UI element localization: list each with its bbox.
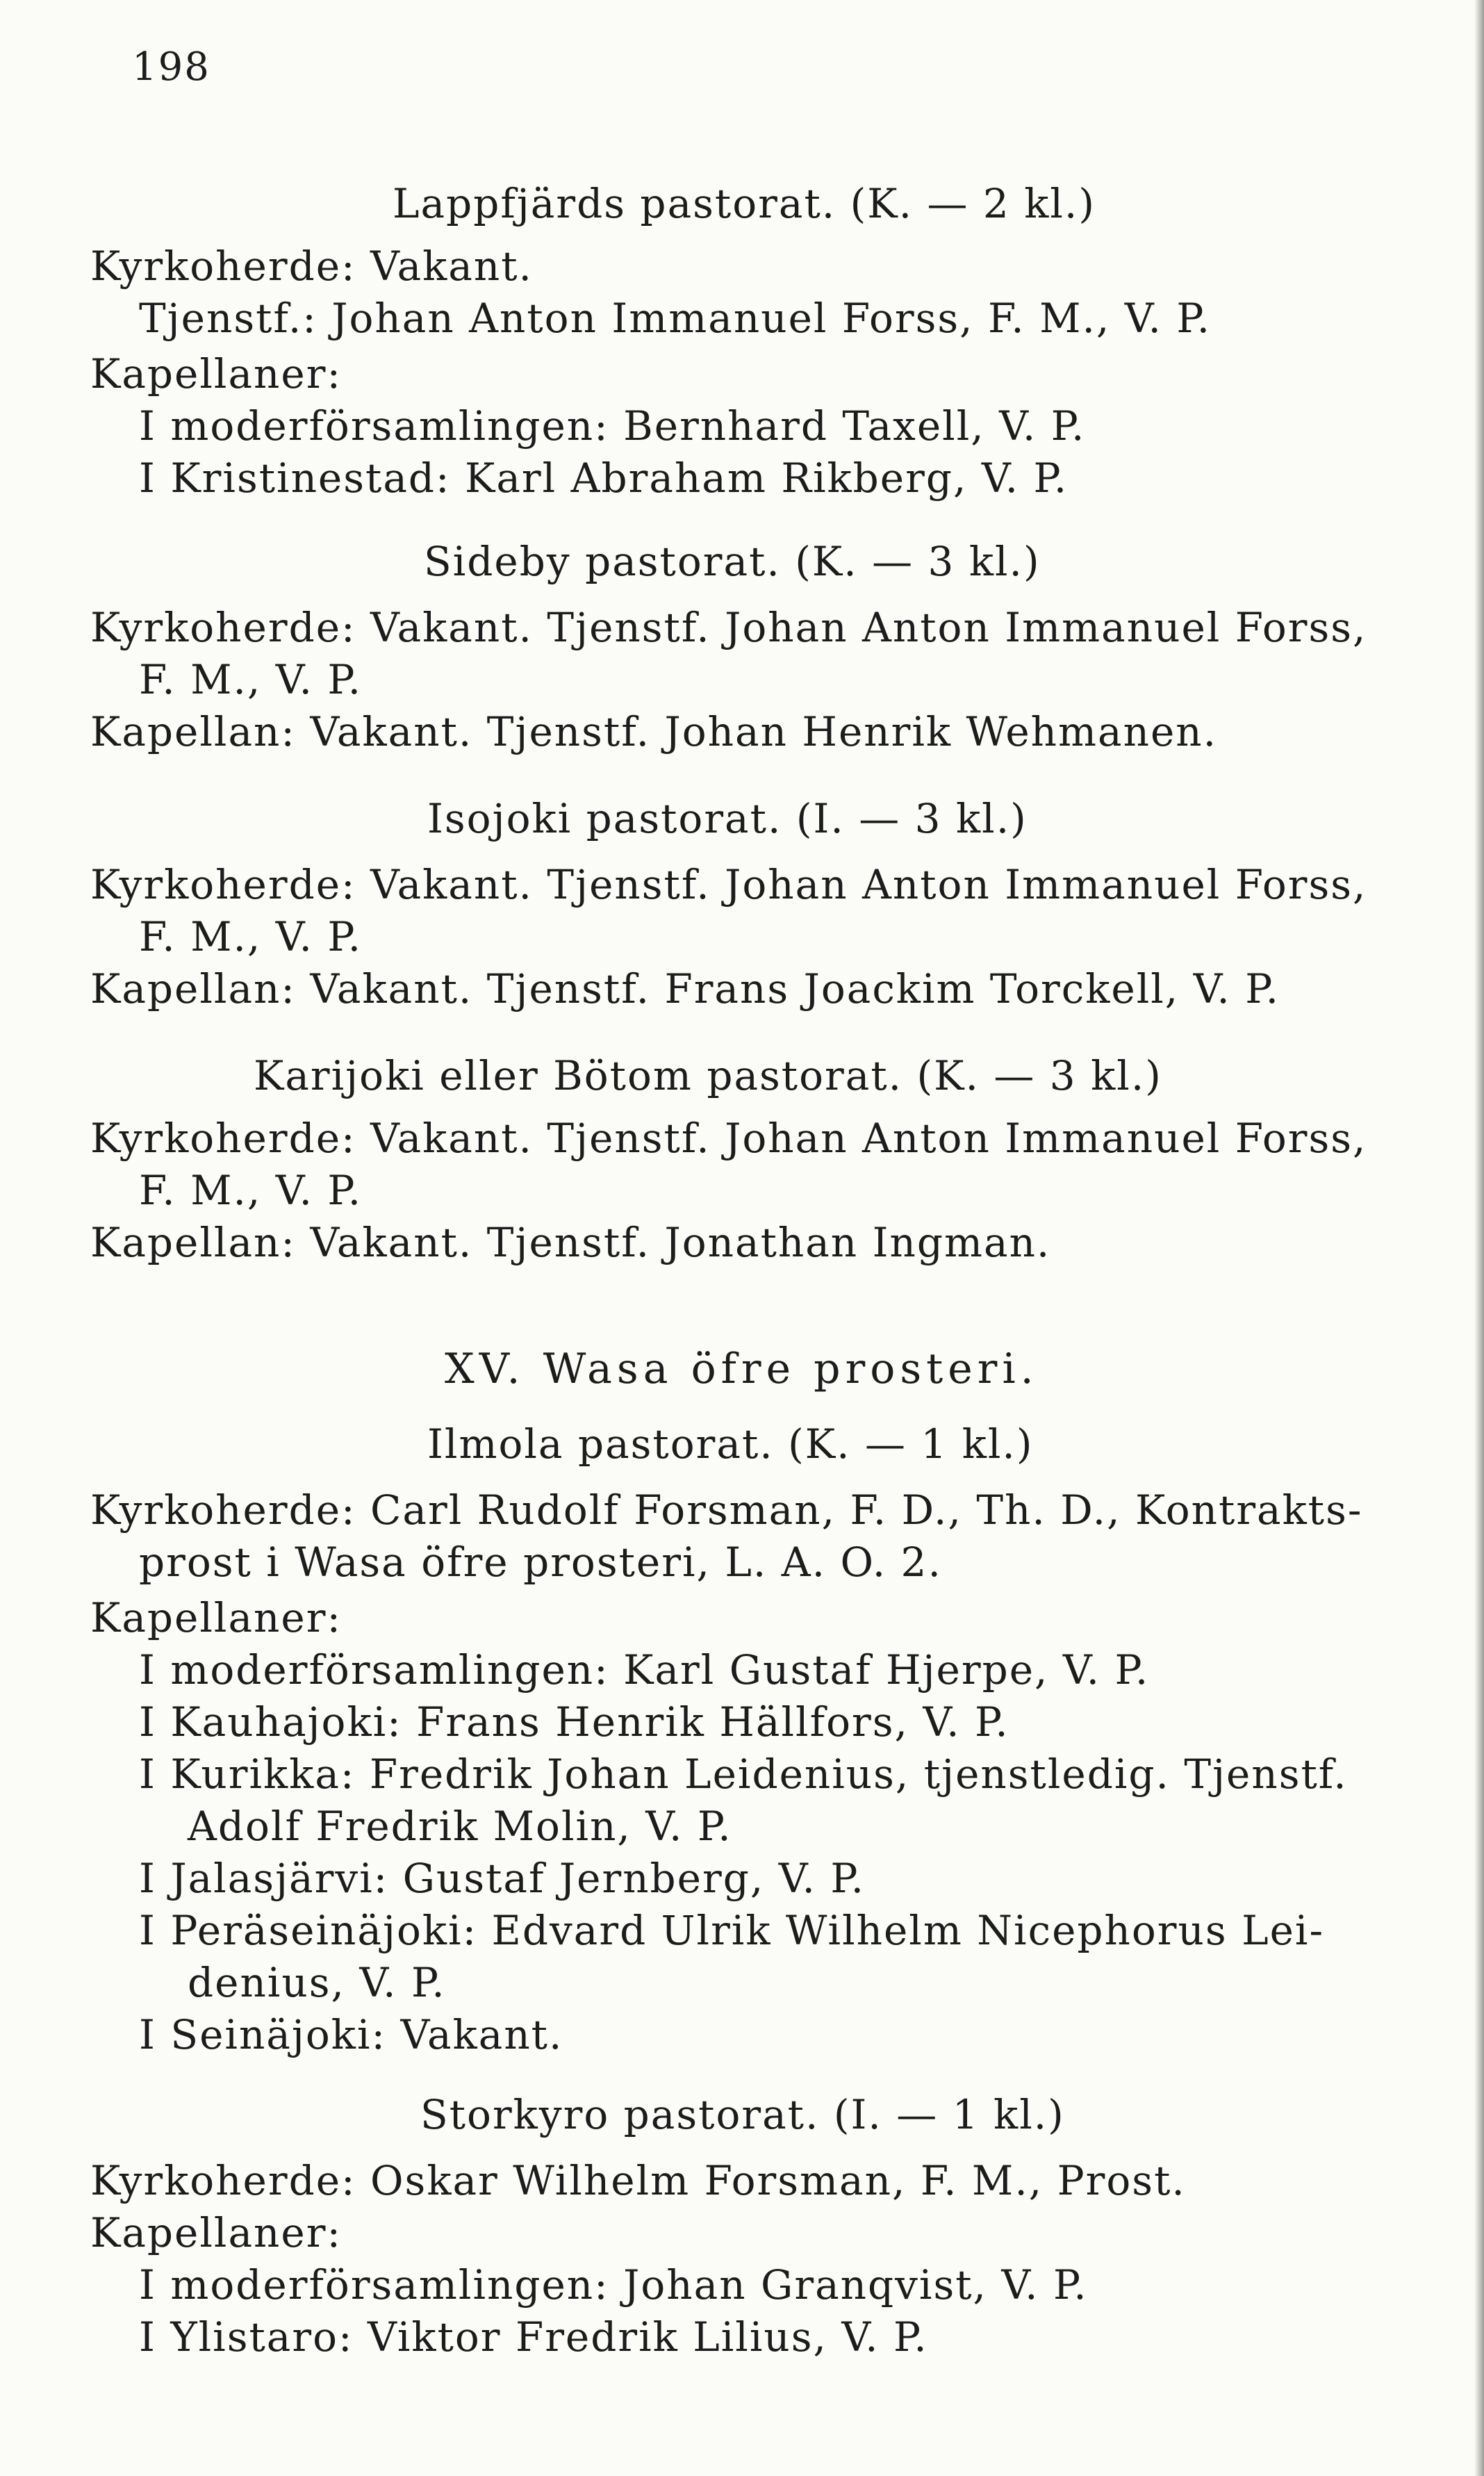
text-line: I Peräseinäjoki: Edvard Ulrik Wilhelm Nicephorus Lei- xyxy=(139,1907,1325,1954)
text-line: prost i Wasa öfre prosteri, L. A. O. 2. xyxy=(139,1539,942,1586)
text-line: Kyrkoherde: Vakant. Tjenstf. Johan Anton Immanuel Forss, xyxy=(90,861,1367,908)
text-line: Storkyro pastorat. (I. — 1 kl.) xyxy=(420,2091,1065,2138)
text-line: I moderförsamlingen: Karl Gustaf Hjerpe, V. P. xyxy=(139,1646,1150,1694)
text-line: F. M., V. P. xyxy=(139,656,363,703)
text-line: I moderförsamlingen: Johan Granqvist, V. P. xyxy=(139,2261,1088,2309)
text-line: Kyrkoherde: Vakant. Tjenstf. Johan Anton Immanuel Forss, xyxy=(90,1115,1367,1162)
text-line: I Jalasjärvi: Gustaf Jernberg, V. P. xyxy=(139,1855,866,1902)
text-line: I Ylistaro: Viktor Fredrik Lilius, V. P. xyxy=(139,2313,928,2361)
text-line: Kyrkoherde: Oskar Wilhelm Forsman, F. M., Prost. xyxy=(90,2157,1186,2204)
text-line: Kapellan: Vakant. Tjenstf. Frans Joackim Torckell, V. P. xyxy=(90,965,1280,1012)
text-line: Karijoki eller Bötom pastorat. (K. — 3 kl.) xyxy=(254,1052,1162,1099)
text-line: Kyrkoherde: Vakant. xyxy=(90,243,533,290)
text-line: Kapellaner: xyxy=(90,1594,342,1641)
page-number: 198 xyxy=(132,44,211,90)
text-line: Ilmola pastorat. (K. — 1 kl.) xyxy=(427,1420,1034,1468)
text-line: Lappfjärds pastorat. (K. — 2 kl.) xyxy=(393,180,1096,227)
text-line: I moderförsamlingen: Bernhard Taxell, V. P. xyxy=(139,402,1086,450)
text-line: denius, V. P. xyxy=(188,1959,446,2006)
text-line: Tjenstf.: Johan Anton Immanuel Forss, F. M., V. P. xyxy=(139,295,1212,342)
text-line: Kyrkoherde: Carl Rudolf Forsman, F. D., Th. D., Kontrakts- xyxy=(90,1486,1363,1534)
text-line: Sideby pastorat. (K. — 3 kl.) xyxy=(424,538,1041,585)
text-line: F. M., V. P. xyxy=(139,913,363,960)
text-line: Kapellan: Vakant. Tjenstf. Johan Henrik Wehmanen. xyxy=(90,708,1218,755)
text-line: Kapellaner: xyxy=(90,2209,342,2256)
text-line: Kapellaner: xyxy=(90,350,342,397)
page-edge-shadow xyxy=(1474,0,1484,2476)
section-title: XV. Wasa öfre prosteri. xyxy=(445,1345,1039,1393)
text-line: I Kurikka: Fredrik Johan Leidenius, tjenstledig. Tjenstf. xyxy=(139,1751,1348,1798)
text-line: Adolf Fredrik Molin, V. P. xyxy=(188,1803,732,1850)
text-line: Kyrkoherde: Vakant. Tjenstf. Johan Anton Immanuel Forss, xyxy=(90,604,1367,651)
text-line: I Kristinestad: Karl Abraham Rikberg, V. P. xyxy=(139,454,1069,502)
text-line: Isojoki pastorat. (I. — 3 kl.) xyxy=(427,795,1028,842)
text-line: I Seinäjoki: Vakant. xyxy=(139,2011,563,2058)
text-line: F. M., V. P. xyxy=(139,1167,363,1214)
text-line: Kapellan: Vakant. Tjenstf. Jonathan Ingman. xyxy=(90,1219,1051,1266)
text-line: I Kauhajoki: Frans Henrik Hällfors, V. P. xyxy=(139,1698,1009,1746)
